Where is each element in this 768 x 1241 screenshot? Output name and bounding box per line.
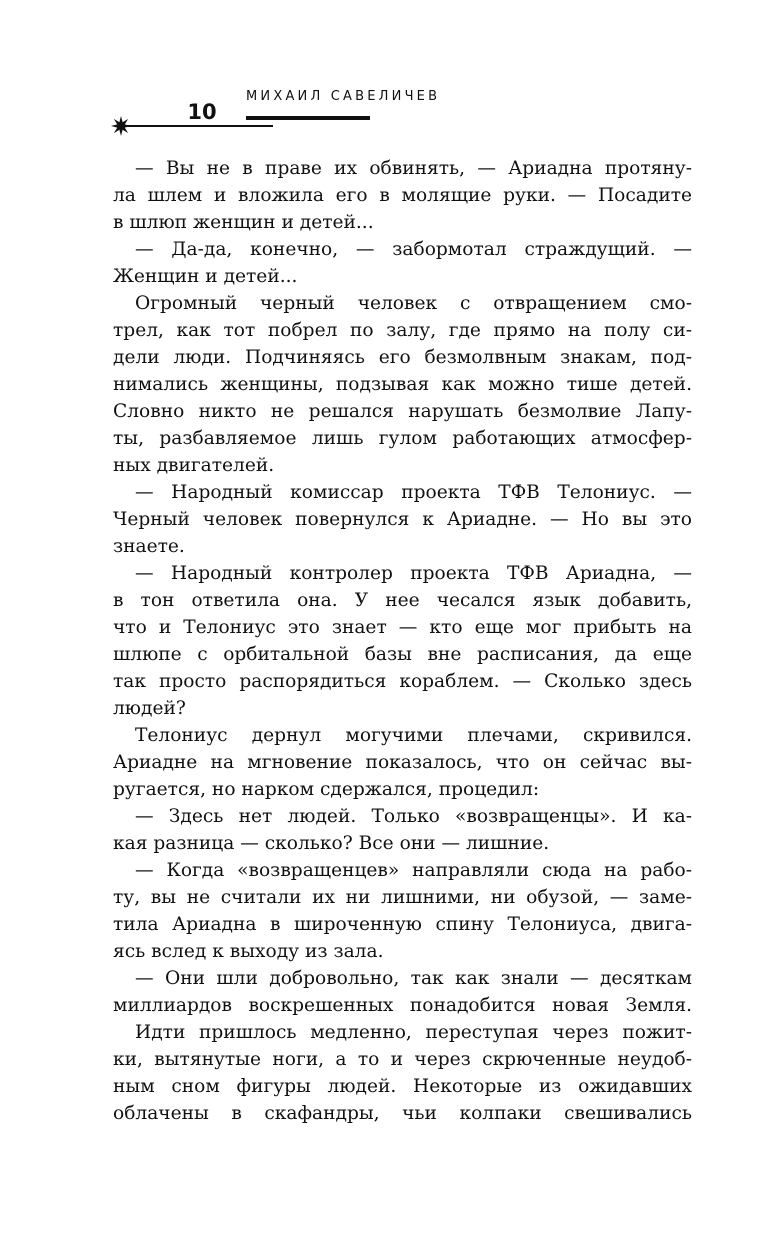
text-line: — Да-да, конечно, — забормотал страждущий. —	[135, 239, 692, 260]
text-line: тила Ариадна в широченную спину Телониуса, двига-	[113, 914, 692, 935]
text-line: так просто распорядиться кораблем. — Сколько здесь	[113, 671, 692, 692]
body-text	[113, 155, 692, 1127]
running-head-underline	[246, 116, 370, 120]
text-line: Женщин и детей...	[113, 266, 298, 287]
text-line: знаете.	[113, 536, 185, 557]
text-line: Ариадне на мгновение показалось, что он сейчас вы-	[113, 752, 692, 773]
text-line: в тон ответила она. У нее чесался язык добавить,	[113, 590, 692, 611]
text-line: ясь вслед к выходу из зала.	[113, 941, 384, 962]
text-line: Телониус дернул могучими плечами, скривился.	[135, 725, 692, 746]
text-line: ты, разбавляемое лишь гулом работающих атмосфер-	[113, 428, 692, 449]
text-line: Идти пришлось медленно, переступая через пожит-	[135, 1022, 692, 1043]
text-line: в шлюп женщин и детей...	[113, 212, 374, 233]
header-rule	[126, 125, 273, 127]
text-line: — Здесь нет людей. Только «возвращенцы». И ка-	[135, 806, 692, 827]
running-head-author: МИХАИЛ САВЕЛИЧЕВ	[246, 89, 441, 104]
text-line: — Они шли добровольно, так как знали — десяткам	[135, 968, 692, 989]
text-line: — Когда «возвращенцев» направляли сюда на рабо-	[135, 860, 692, 881]
text-line: — Народный контролер проекта ТФВ Ариадна, —	[135, 563, 692, 584]
text-line: Черный человек повернулся к Ариадне. — Но вы это	[113, 509, 692, 530]
text-line: Огромный черный человек с отвращением смо-	[135, 293, 692, 314]
text-line: нимались женщины, подзывая как можно тише детей.	[113, 374, 692, 395]
text-line: ла шлем и вложила его в молящие руки. — Посадите	[113, 185, 692, 206]
text-line: Словно никто не решался нарушать безмолвие Лапу-	[113, 401, 692, 422]
text-line: — Народный комиссар проекта ТФВ Телониус. —	[135, 482, 692, 503]
text-line: — Вы не в праве их обвинять, — Ариадна протяну-	[135, 158, 692, 179]
text-line: трел, как тот побрел по залу, где прямо на полу си-	[113, 320, 692, 341]
text-line: ных двигателей.	[113, 455, 275, 476]
text-line: людей?	[113, 698, 186, 719]
text-line: шлюпе с орбитальной базы вне расписания, да еще	[113, 644, 692, 665]
text-line: ки, вытянутые ноги, а то и через скрюченные неудоб-	[113, 1049, 692, 1070]
text-line: миллиардов воскрешенных понадобится новая Земля.	[113, 995, 692, 1016]
text-line: облачены в скафандры, чьи колпаки свешивались	[113, 1103, 692, 1124]
text-line: ругается, но нарком сдержался, процедил:	[113, 779, 540, 800]
text-line: дели люди. Подчиняясь его безмолвным знакам, под-	[113, 347, 692, 368]
text-line: что и Телониус это знает — кто еще мог прибыть на	[113, 617, 692, 638]
text-line: ту, вы не считали их ни лишними, ни обузой, — заме-	[113, 887, 692, 908]
text-line: ным сном фигуры людей. Некоторые из ожидавших	[113, 1076, 692, 1097]
page-number: 10	[187, 100, 217, 124]
text-line: кая разница — сколько? Все они — лишние.	[113, 833, 550, 854]
